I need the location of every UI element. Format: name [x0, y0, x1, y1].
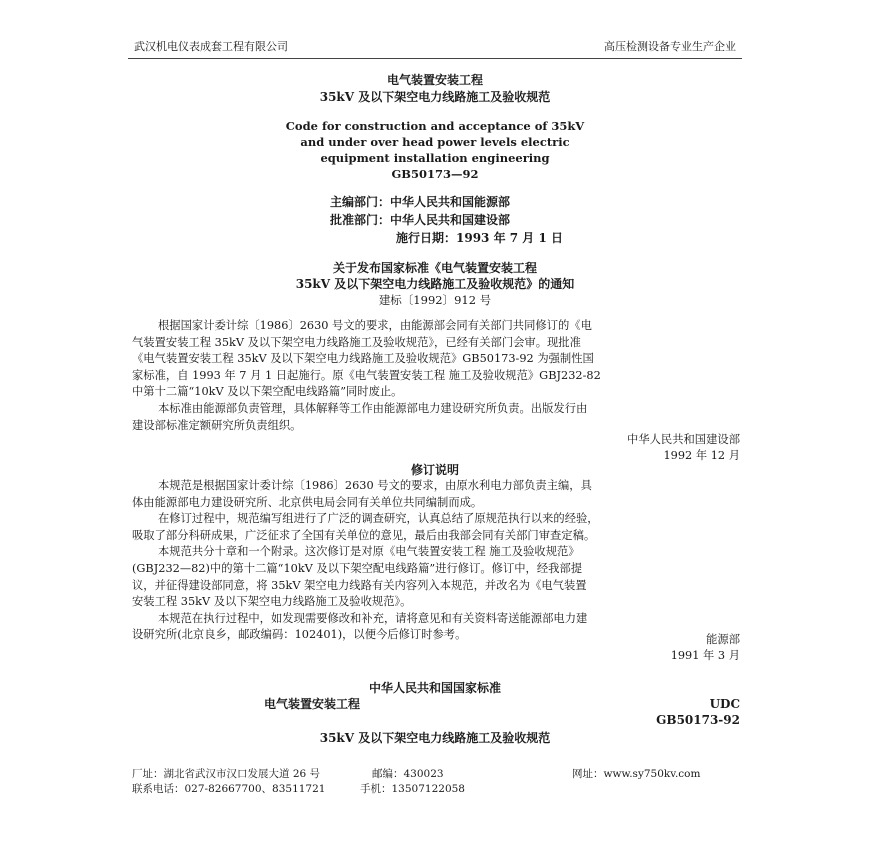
- revision-line: 体由能源部电力建设研究所、北京供电局会同有关单位共同编制而成。: [132, 495, 483, 509]
- notice-title-1: 关于发布国家标准《电气装置安装工程: [332, 261, 537, 275]
- page-header: [128, 40, 742, 59]
- notice-line: 根据国家计委计综〔1986〕2630 号文的要求，由能源部会同有关部门共同修订的《电: [158, 319, 592, 332]
- udc-label: UDC: [709, 697, 740, 711]
- footer-postcode: 邮编：430023: [372, 768, 444, 780]
- approver-department: 批准部门：中华人民共和国建设部: [330, 213, 511, 227]
- revision-body: [132, 478, 740, 644]
- footer-address: 厂址：湖北省武汉市汉口发展大道 26 号: [132, 768, 321, 780]
- revision-line: (GBJ232—82)中的第十二篇“10kV 及以下架空配电线路篇”进行修订。修订中，经我部提: [132, 561, 583, 575]
- english-title-1: Code for construction and acceptance of 35kV: [285, 119, 585, 133]
- notice-line: 家标准，自 1993 年 7 月 1 日起施行。原《电气装置安装工程 施工及验收规范》GBJ232-82: [132, 368, 601, 382]
- standard-code: GB50173—92: [391, 167, 479, 181]
- revision-sign-date: 1991 年 3 月: [670, 649, 740, 662]
- revision-line: 在修订过程中，规范编写组进行了广泛的调查研究，认真总结了原规范执行以来的经验，: [158, 512, 599, 526]
- notice-line: 中第十二篇“10kV 及以下架空配电线路篇”同时废止。: [132, 385, 403, 399]
- standard-code-right: GB50173-92: [656, 713, 740, 727]
- company-name: 武汉机电仪表成套工程有限公司: [134, 40, 288, 53]
- page-footer: [132, 767, 742, 797]
- footer-website: 网址：www.sy750kv.com: [572, 768, 701, 780]
- effective-date: 施行日期：1993 年 7 月 1 日: [396, 231, 563, 245]
- revision-line: 本规范是根据国家计委计综〔1986〕2630 号文的要求，由原水利电力部负责主编，具: [158, 479, 592, 492]
- notice-line: 气装置安装工程 35kV 及以下架空电力线路施工及验收规范》，已经有关部门会审。现批准: [132, 335, 581, 349]
- notice-number: 建标〔1992〕912 号: [378, 293, 492, 307]
- revision-line: 安装工程 35kV 及以下架空电力线路施工及验收规范》。: [132, 595, 412, 609]
- notice-signer: 中华人民共和国建设部: [627, 433, 740, 446]
- revision-title: 修订说明: [410, 463, 459, 477]
- footer-mobile: 手机：13507122058: [360, 783, 465, 795]
- notice-body: [132, 318, 740, 434]
- revision-line: 设研究所(北京良乡，邮政编码：102401)，以便今后修订时参考。: [132, 628, 467, 642]
- title-line-1: 电气装置安装工程: [386, 73, 483, 87]
- revision-line: 议，并征得建设部同意，将 35kV 架空电力线路有关内容列入本规范，并改名为《电气装置: [132, 578, 587, 592]
- revision-line: 本规范共分十章和一个附录。这次修订是对原《电气装置安装工程 施工及验收规范》: [158, 545, 580, 559]
- revision-line: 本规范在执行过程中，如发现需要修改和补充，请将意见和有关资料寄送能源部电力建: [158, 611, 588, 625]
- national-standard-heading: 中华人民共和国国家标准: [368, 681, 501, 695]
- notice-sign-date: 1992 年 12 月: [663, 449, 740, 462]
- project-name: 电气装置安装工程: [264, 697, 361, 711]
- revision-signer: 能源部: [706, 633, 740, 646]
- notice-line: 本标准由能源部负责管理，具体解释等工作由能源部电力建设研究所负责。出版发行由: [158, 401, 588, 415]
- english-title-2: and under over head power levels electric: [300, 135, 570, 149]
- notice-line: 《电气装置安装工程 35kV 及以下架空电力线路施工及验收规范》GB50173-92 为强制性国: [132, 352, 594, 366]
- notice-line: 建设部标准定额研究所负责组织。: [132, 418, 302, 432]
- english-title-3: equipment installation engineering: [320, 151, 550, 165]
- footer-phone: 联系电话：027-82667700、83511721: [132, 783, 326, 795]
- title-line-2: 35kV 及以下架空电力线路施工及验收规范: [319, 90, 551, 104]
- editor-department: 主编部门：中华人民共和国能源部: [330, 195, 511, 209]
- revision-line: 吸取了部分科研成果，广泛征求了全国有关单位的意见，最后由我部会同有关部门审查定稿。: [132, 528, 596, 542]
- company-slogan: 高压检测设备专业生产企业: [604, 40, 736, 53]
- standard-name: 35kV 及以下架空电力线路施工及验收规范: [319, 731, 551, 745]
- notice-title-2: 35kV 及以下架空电力线路施工及验收规范》的通知: [295, 277, 575, 291]
